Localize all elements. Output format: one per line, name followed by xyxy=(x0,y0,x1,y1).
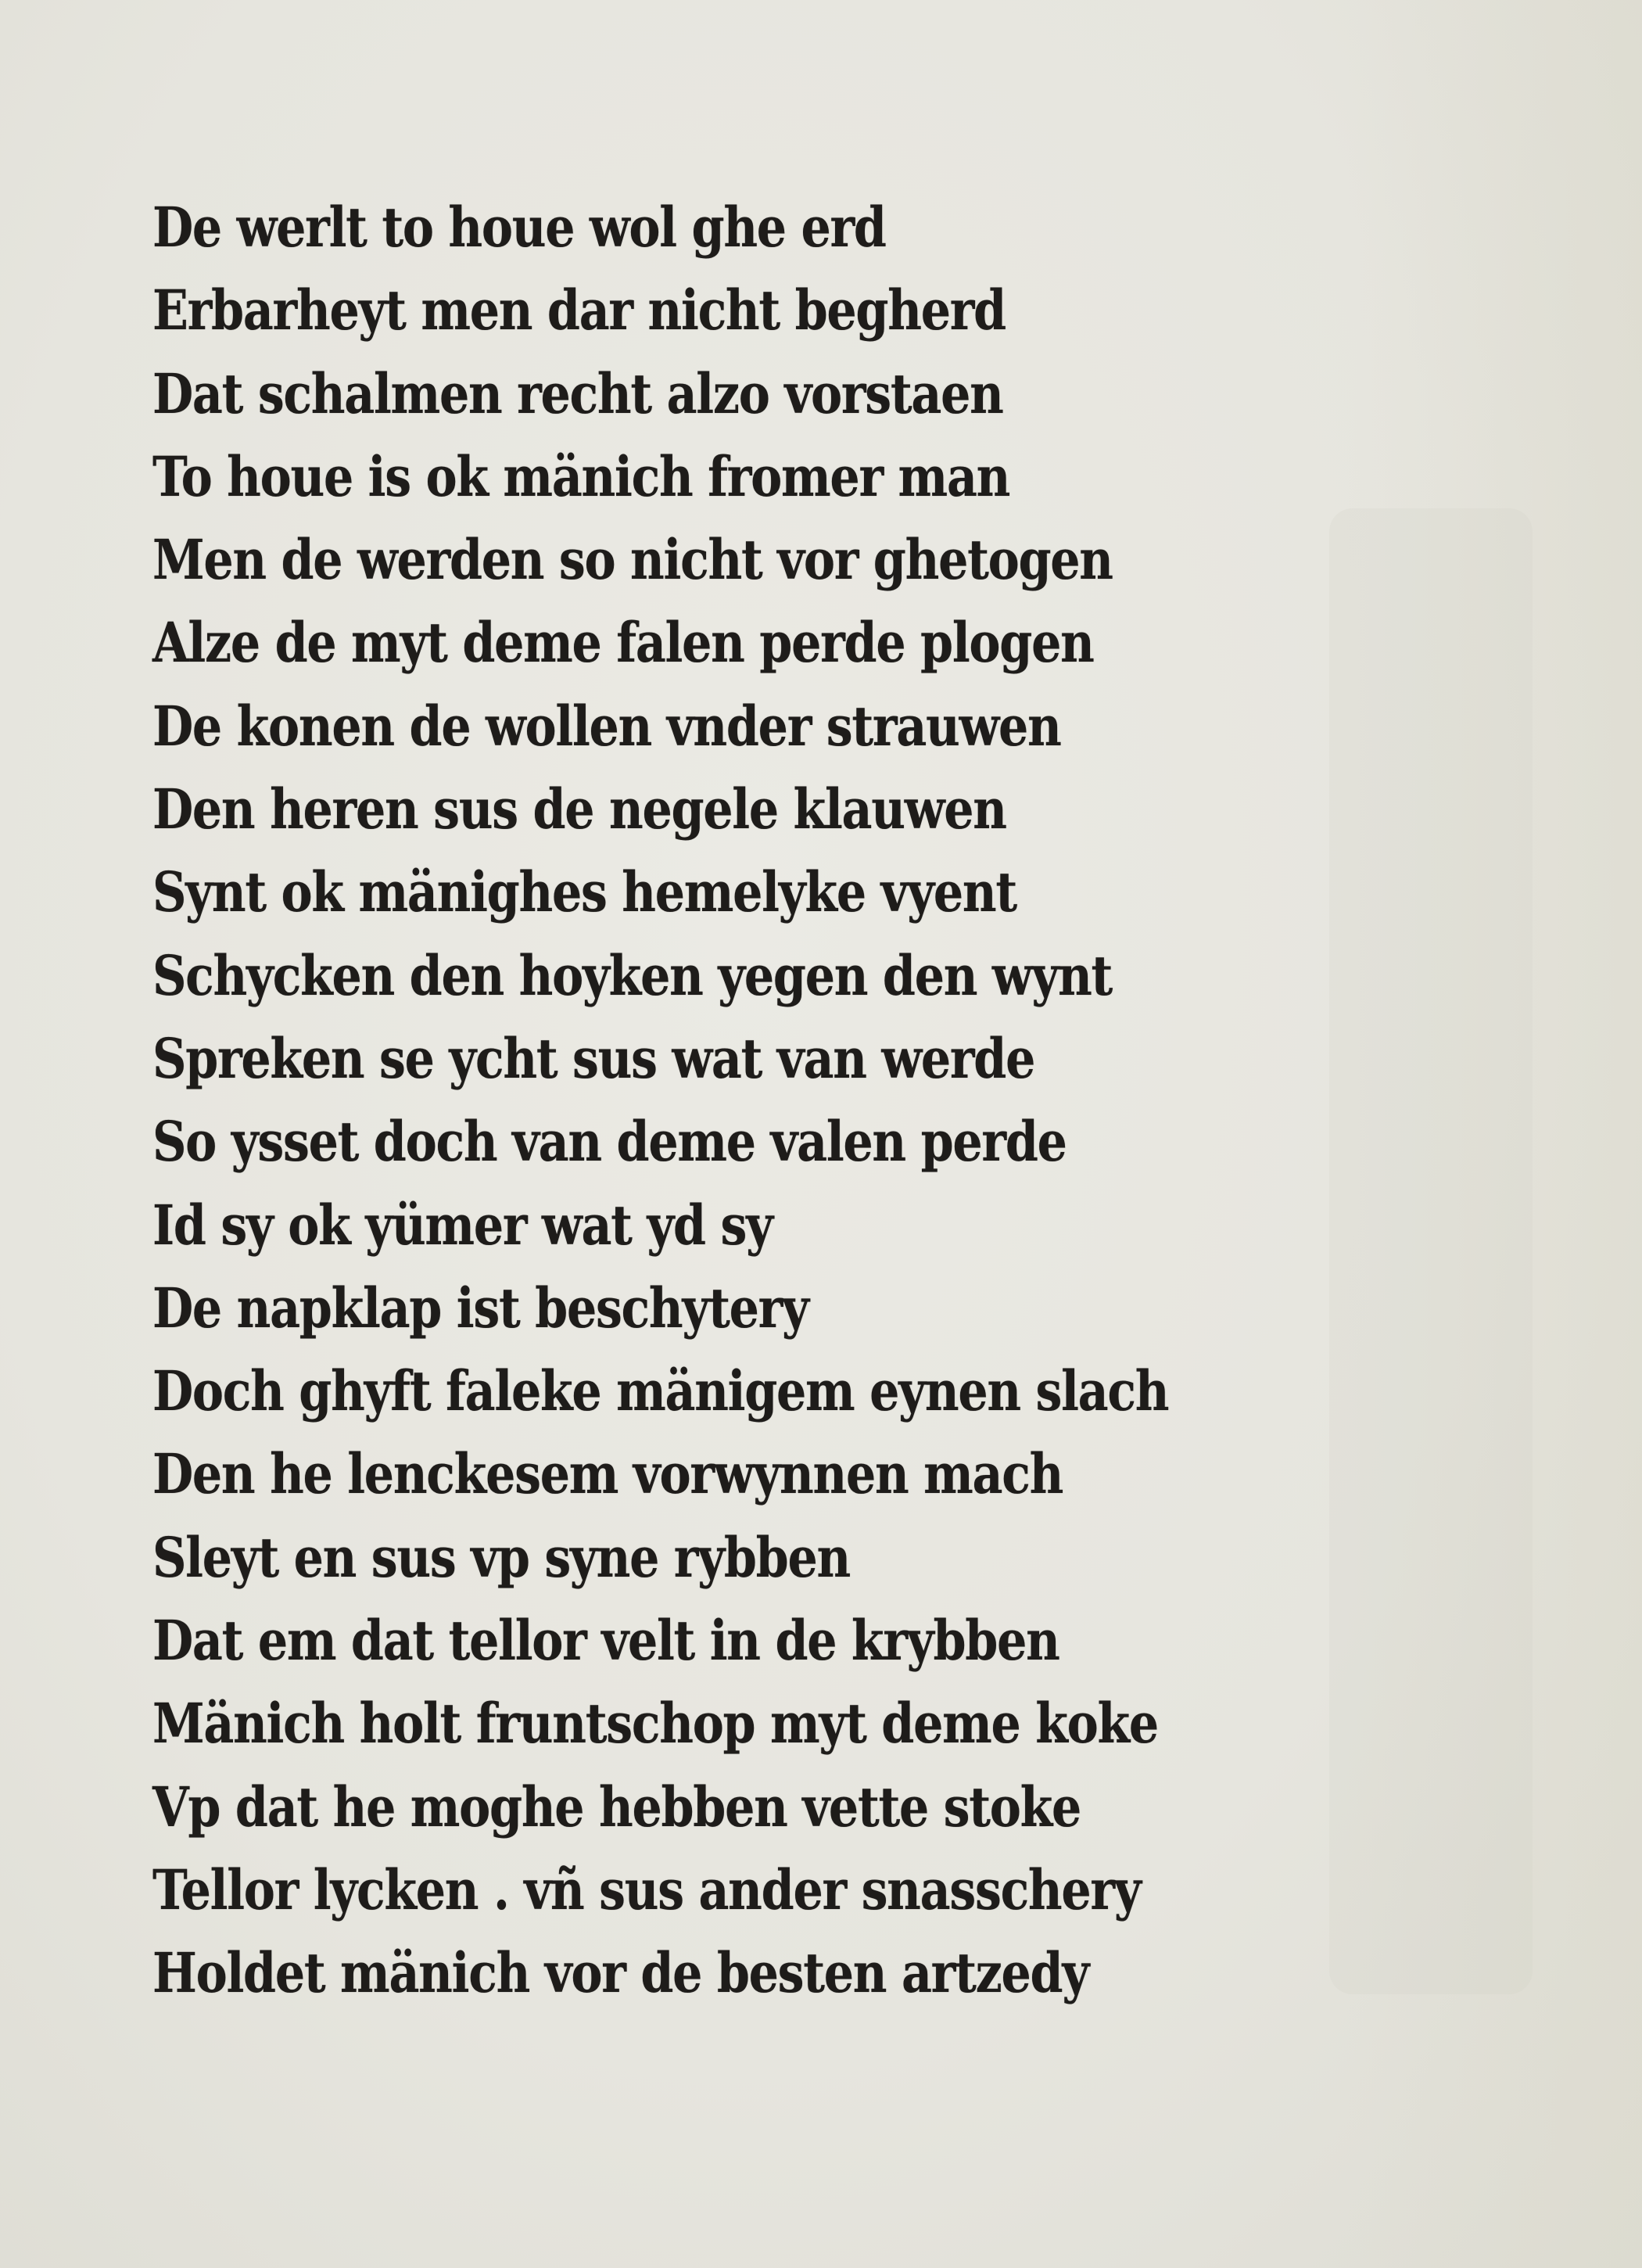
poem-line: De werlt to houe wol ghe erd xyxy=(152,195,886,260)
poem-line: So ysset doch van deme valen perde xyxy=(152,1109,1067,1175)
poem-line: Vp dat he moghe hebben vette stoke xyxy=(152,1774,1081,1839)
poem-line: Sleyt en sus vp syne rybben xyxy=(152,1524,850,1590)
poem-line: De napklap ist beschytery xyxy=(152,1275,808,1340)
poem-line: Men de werden so nicht vor ghetogen xyxy=(152,527,1113,593)
poem-line: Dat schalmen recht alzo vorstaen xyxy=(152,361,1003,426)
poem-line: Den he lenckesem vorwynnen mach xyxy=(152,1441,1063,1507)
poem-line: Holdet mänich vor de besten artzedy xyxy=(152,1940,1089,2006)
poem-line: Den heren sus de negele klauwen xyxy=(152,777,1006,842)
poem-line: Alze de myt deme falen perde plogen xyxy=(152,610,1094,676)
poem-line: De konen de wollen vnder strauwen xyxy=(152,693,1061,759)
poem-line: Dat em dat tellor velt in de krybben xyxy=(152,1608,1059,1674)
poem-line: Erbarheyt men dar nicht begherd xyxy=(152,278,1006,343)
poem-line: Synt ok mänighes hemelyke vyent xyxy=(152,859,1016,925)
poem-line: Tellor lycken . vñ sus ander snasschery xyxy=(152,1857,1141,1922)
poem-line: Mänich holt fruntschop myt deme koke xyxy=(152,1691,1158,1757)
poem-line: Schycken den hoyken yegen den wynt xyxy=(152,942,1113,1008)
poem-line: Id sy ok yümer wat yd sy xyxy=(152,1192,773,1258)
poem-line: To houe is ok mänich fromer man xyxy=(152,443,1010,509)
poem-line: Doch ghyft faleke mänigem eynen slach xyxy=(152,1358,1169,1424)
poem-text-block xyxy=(152,186,1443,2015)
poem-line: Spreken se ycht sus wat van werde xyxy=(152,1025,1035,1091)
